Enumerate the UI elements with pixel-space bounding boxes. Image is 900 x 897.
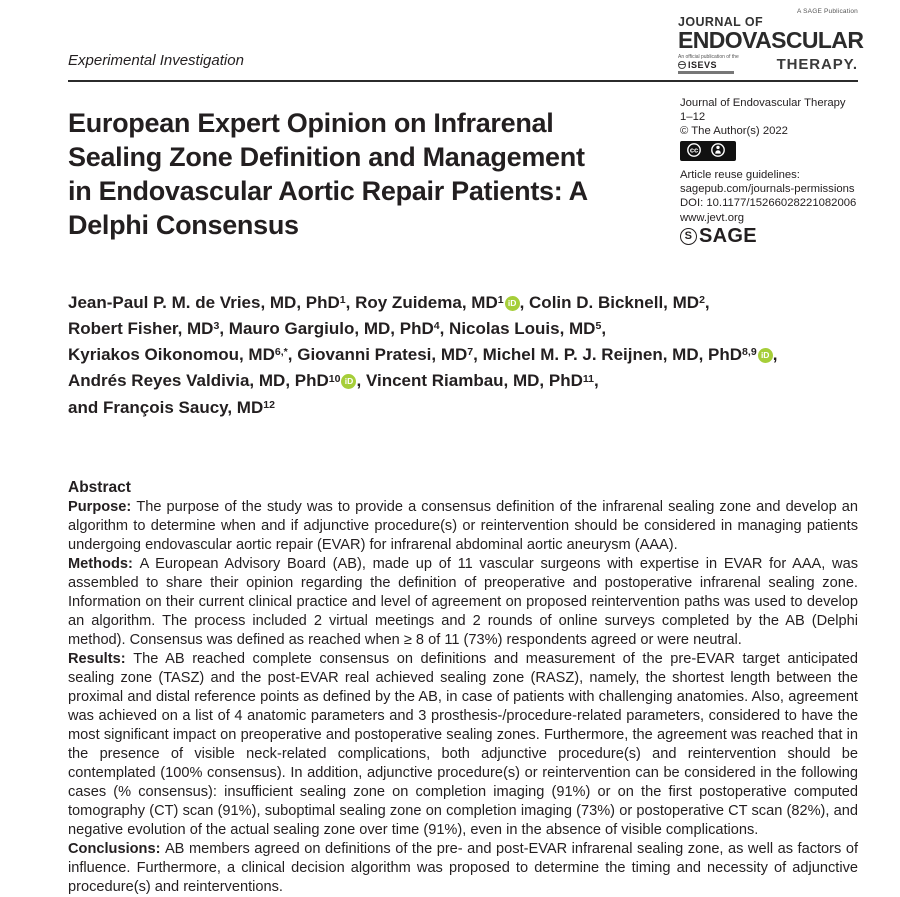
abstract-body	[68, 498, 858, 897]
author-name: Jean-Paul P. M. de Vries, MD, PhD	[68, 292, 340, 312]
article-section-label: Experimental Investigation	[68, 52, 244, 70]
author-separator: ,	[473, 345, 483, 365]
isevs-note: An official publication of the	[678, 53, 739, 60]
author-affiliation-sup: 5	[595, 320, 602, 333]
author-separator: ,	[345, 292, 356, 312]
author-name: Vincent Riambau, MD, PhD	[365, 371, 583, 391]
isevs-subtitle-bar	[678, 71, 734, 74]
author-separator: ,	[772, 345, 778, 365]
sage-wordmark: SAGE	[699, 225, 757, 248]
journal-logo-line3: THERAPY.	[776, 55, 858, 73]
orcid-icon[interactable]: iD	[758, 348, 773, 363]
author-line	[68, 317, 858, 343]
journal-logo-line2: ENDOVASCULAR	[678, 27, 864, 54]
author-affiliation-sup: 12	[263, 398, 275, 411]
author-separator: ,	[287, 345, 298, 365]
sage-s-circle-icon: S	[680, 228, 697, 245]
abstract-paragraph: Purpose: The purpose of the study was to provide a consensus definition of the infrarenal sealing zone and develop an algorithm to determine when and if adjunctive procedure(s) or reintervention should be considered in managing patients undergoing endovascular aortic repair (EVAR) for infrarenal abdominal aortic aneurysm (AAA).	[68, 498, 858, 553]
abstract-paragraph-label: Purpose:	[68, 498, 137, 515]
abstract-paragraph-label: Conclusions:	[68, 840, 165, 857]
author-affiliation-sup: 2	[699, 293, 705, 306]
author-affiliation-sup: 4	[433, 320, 440, 333]
author-name: Robert Fisher, MD	[68, 318, 214, 338]
orcid-icon[interactable]: iD	[505, 296, 520, 311]
isevs-globe-icon	[678, 61, 686, 69]
author-separator: ,	[601, 318, 607, 338]
metadata-journal-name: Journal of Endovascular Therapy	[680, 97, 846, 110]
author-name: Mauro Gargiulo, MD, PhD	[228, 318, 434, 338]
author-affiliation-sup: 7	[467, 346, 474, 359]
author-line	[68, 343, 858, 369]
author-separator: ,	[439, 318, 450, 338]
cc-by-badge	[680, 141, 858, 165]
author-line	[68, 291, 858, 317]
journal-logo-bottom	[678, 54, 858, 75]
abstract-paragraph: Methods: A European Advisory Board (AB), made up of 11 vascular surgeons with expertise in EVAR for AAA, was assembled to share their opinion regarding the definition of preoperative and postoperative infrarenal sealing zone. Information on their current clinical practice and level of agreement on proposed reintervention paths was used to develop an algorithm. The process included 2 virtual meetings and 2 rounds of online surveys completed by the AB (Delphi method). Consensus was defined as reached when ≥ 8 of 11 (73%) respondents agreed or were neutral.	[68, 555, 858, 648]
metadata-permissions-link[interactable]: sagepub.com/journals-permissions	[680, 183, 855, 196]
isevs-block	[678, 54, 739, 75]
author-affiliation-sup: 8,9	[742, 346, 757, 359]
cc-by-badge-icon	[680, 141, 736, 161]
article-title	[68, 106, 680, 245]
author-name: Colin D. Bicknell, MD	[529, 292, 700, 312]
abstract-heading: Abstract	[68, 478, 131, 496]
author-name: Andrés Reyes Valdivia, MD, PhD	[68, 371, 329, 391]
journal-logo-line1: JOURNAL OF	[678, 15, 764, 29]
author-name: Nicolas Louis, MD	[449, 318, 596, 338]
isevs-name: ISEVS	[688, 59, 718, 70]
author-list	[68, 291, 858, 422]
article-title-line: European Expert Opinion on Infrarenal	[68, 108, 554, 139]
orcid-icon[interactable]: iD	[341, 374, 356, 389]
author-separator: ,	[356, 371, 366, 391]
abstract-paragraph-label: Results:	[68, 650, 134, 667]
abstract-paragraph-label: Methods:	[68, 555, 140, 572]
article-title-line: in Endovascular Aortic Repair Patients: A	[68, 176, 588, 207]
author-name: Giovanni Pratesi, MD	[297, 345, 468, 365]
author-separator: ,	[519, 292, 530, 312]
author-separator: ,	[704, 292, 710, 312]
isevs-row	[678, 60, 739, 70]
sage-logo	[680, 225, 858, 248]
author-name: and François Saucy, MD	[68, 397, 264, 417]
journal-logo	[678, 8, 864, 74]
author-name: Roy Zuidema, MD	[355, 292, 498, 312]
author-name: Kyriakos Oikonomou, MD	[68, 345, 275, 365]
author-separator: ,	[219, 318, 229, 338]
author-affiliation-sup: 10	[328, 372, 341, 385]
author-affiliation-sup: 3	[213, 320, 220, 333]
page-header	[68, 0, 864, 77]
journal-metadata	[680, 96, 858, 248]
author-name: Michel M. P. J. Reijnen, MD, PhD	[482, 345, 743, 365]
author-affiliation-sup: 1	[497, 293, 504, 306]
author-affiliation-sup: 11	[582, 372, 595, 385]
metadata-website-link[interactable]: www.jevt.org	[680, 211, 745, 224]
title-row	[68, 96, 858, 248]
abstract-section	[68, 479, 858, 897]
header-divider	[68, 80, 858, 82]
metadata-copyright: © The Author(s) 2022	[680, 125, 788, 138]
author-line	[68, 369, 858, 395]
metadata-pages: 1–12	[680, 111, 706, 124]
article-title-line: Delphi Consensus	[68, 210, 299, 241]
svg-text:cc: cc	[689, 145, 699, 155]
sage-publication-note: A SAGE Publication	[796, 8, 858, 15]
author-separator: ,	[594, 371, 599, 391]
author-affiliation-sup: 6,*	[274, 346, 288, 359]
metadata-reuse-guidelines: Article reuse guidelines:	[680, 168, 800, 181]
abstract-paragraph: Results: The AB reached complete consensus on definitions and measurement of the pre-EVAR target anticipated sealing zone (TASZ) and the post-EVAR real achieved sealing zone (RASZ), namely, the shortest length between the proximal and distal reference points as defined by the AB, in case of patients with challenging anatomies. Also, agreement was achieved on a list of 4 anatomic parameters and 3 prosthesis-/procedure-related parameters, considered to have the most significant impact on preoperative and postoperative sealing zones. Furthermore, the agreement was reached that in the presence of visible neck-related complications, both adjunctive procedure(s) and reintervention should be contemplated (100% consensus). In addition, adjunctive procedure(s) or reintervention can be considered in the following cases (% consensus): insufficient sealing zone on completion imaging (91%) or on the first postoperative computed tomography (CT) scan (91%), suboptimal sealing zone on completion imaging (73%) or postoperative CT scan (82%), and negative evolution of the actual sealing zone over time (91%), even in the absence of visible complications.	[68, 650, 858, 838]
article-title-line: Sealing Zone Definition and Management	[68, 142, 585, 173]
author-line	[68, 396, 858, 422]
author-affiliation-sup: 1	[339, 293, 346, 306]
abstract-paragraph: Conclusions: AB members agreed on definitions of the pre- and post-EVAR infrarenal sealing zone, as well as factors of influence. Furthermore, a clinical decision algorithm was proposed to determine the timing and necessity of adjunctive procedure(s) and reinterventions.	[68, 840, 859, 895]
metadata-doi[interactable]: DOI: 10.1177/15266028221082006	[680, 197, 857, 210]
